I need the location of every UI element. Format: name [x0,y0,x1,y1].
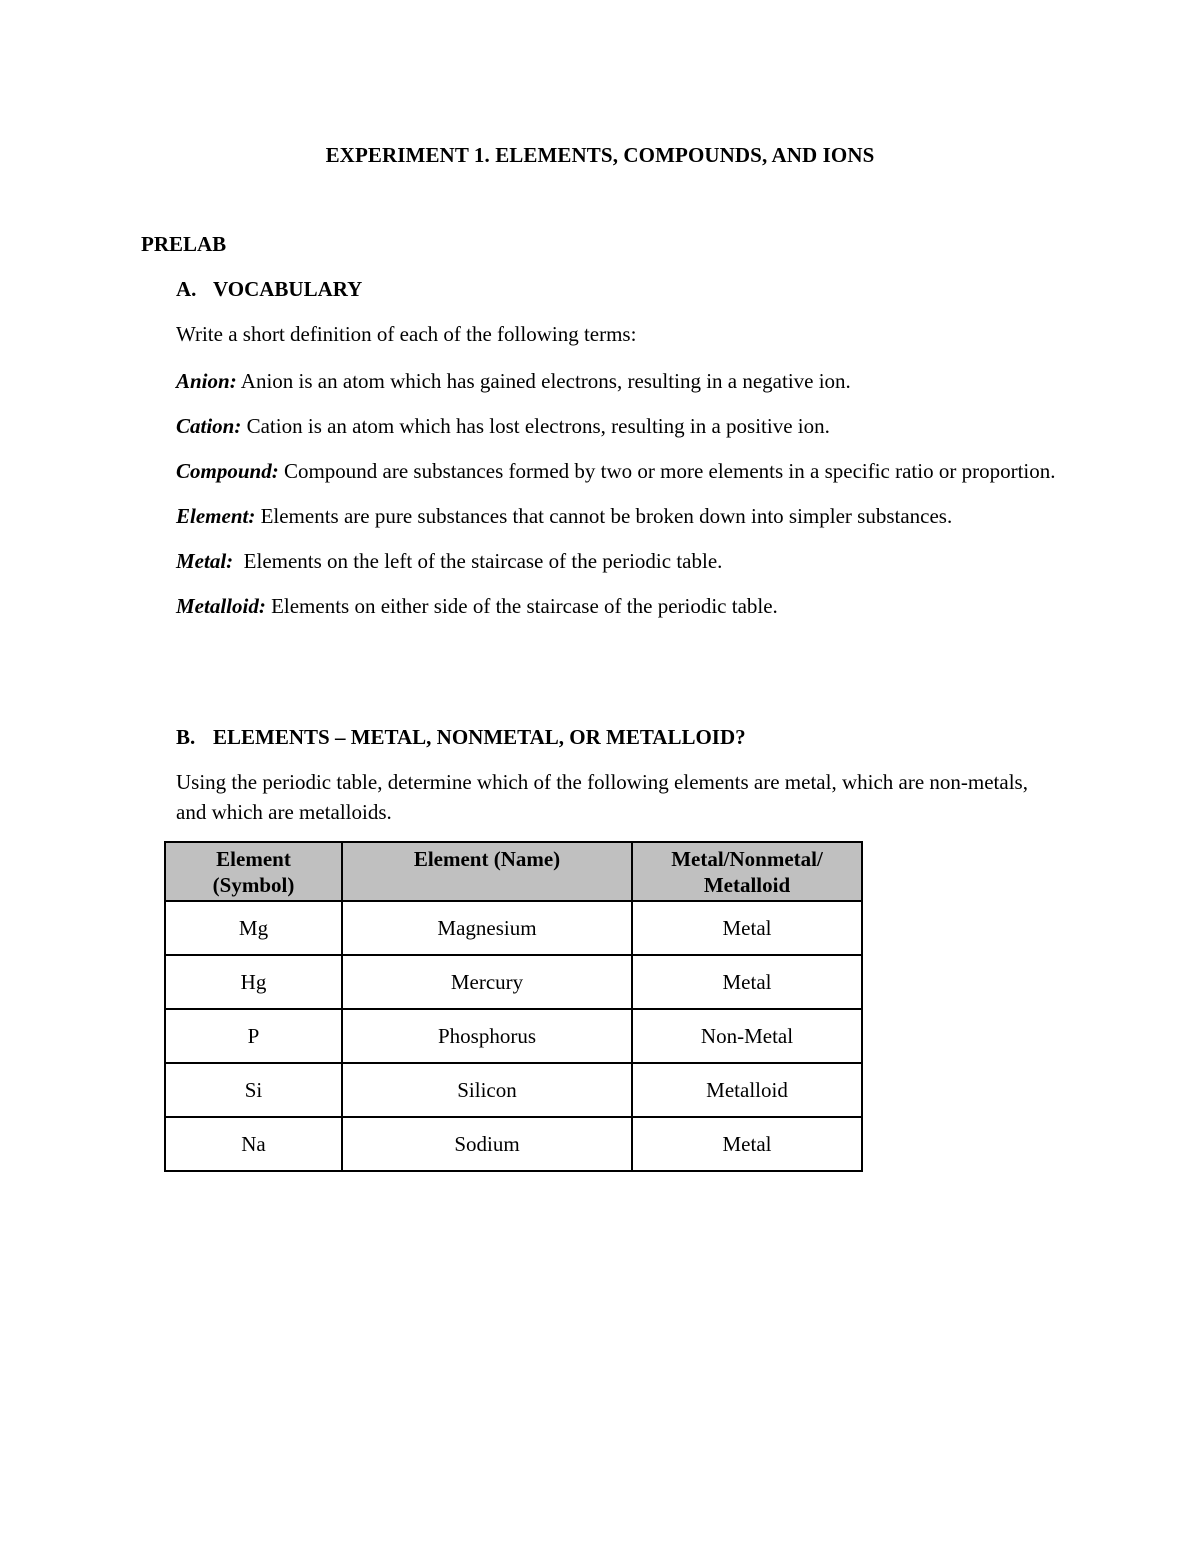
cell-symbol: P [165,1009,342,1063]
definition-metal [176,546,1076,576]
definition-anion [176,366,1076,396]
definition-text: Compound are substances formed by two or more elements in a specific ratio or proportion. [278,459,1056,483]
definition-term: Compound: [176,459,279,483]
table-row [165,901,862,955]
header-classification: Metal/Nonmetal/ Metalloid [632,842,862,901]
definition-term: Metal: [176,549,234,573]
definition-term: Cation: [176,414,242,438]
page-title: EXPERIMENT 1. ELEMENTS, COMPOUNDS, AND IONS [325,143,875,167]
table-row [165,955,862,1009]
table-header-row [165,842,862,901]
definition-term: Metalloid: [176,594,266,618]
section-b-title: ELEMENTS – METAL, NONMETAL, OR METALLOID? [213,725,746,749]
cell-classification: Metalloid [632,1063,862,1117]
table-row [165,1063,862,1117]
section-b-heading [176,725,746,750]
cell-name: Silicon [342,1063,632,1117]
element-classification-table [164,841,863,1172]
definitions-list [176,366,1076,636]
cell-symbol: Mg [165,901,342,955]
definition-cation [176,411,1076,441]
definition-text: Elements on the left of the staircase of the periodic table. [233,549,723,573]
vocabulary-instruction: Write a short definition of each of the following terms: [176,322,637,346]
cell-classification: Non-Metal [632,1009,862,1063]
header-name: Element (Name) [342,842,632,901]
definition-text: Elements on either side of the staircase of the periodic table. [265,594,778,618]
cell-classification: Metal [632,955,862,1009]
section-b-number: B. [176,725,196,749]
definition-element [176,501,1076,531]
section-a-title: VOCABULARY [213,277,363,301]
section-a-heading [176,277,362,302]
header-symbol: Element (Symbol) [165,842,342,901]
prelab-heading: PRELAB [141,232,227,256]
cell-symbol: Si [165,1063,342,1117]
definition-text: Cation is an atom which has lost electrons, resulting in a positive ion. [241,414,830,438]
table-row [165,1117,862,1171]
classification-instruction: Using the periodic table, determine which of the following elements are metal, which are non-metals, and which are metalloids. [176,770,1028,824]
definition-metalloid [176,591,1076,621]
cell-name: Magnesium [342,901,632,955]
cell-name: Sodium [342,1117,632,1171]
section-a-number: A. [176,277,197,301]
cell-name: Phosphorus [342,1009,632,1063]
cell-classification: Metal [632,901,862,955]
table-row [165,1009,862,1063]
cell-symbol: Na [165,1117,342,1171]
cell-name: Mercury [342,955,632,1009]
definition-text: Anion is an atom which has gained electrons, resulting in a negative ion. [236,369,851,393]
definition-term: Anion: [176,369,237,393]
definition-term: Element: [176,504,256,528]
cell-classification: Metal [632,1117,862,1171]
cell-symbol: Hg [165,955,342,1009]
definition-text: Elements are pure substances that cannot be broken down into simpler substances. [255,504,953,528]
definition-compound [176,456,1076,486]
